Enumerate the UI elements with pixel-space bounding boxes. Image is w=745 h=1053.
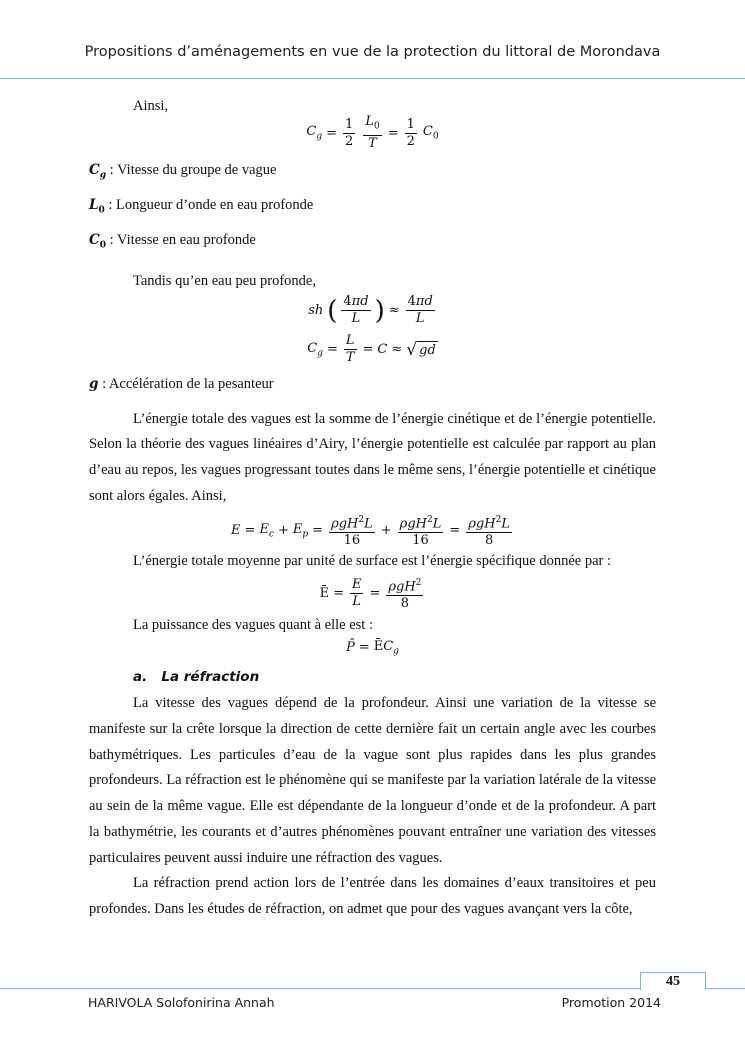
shallow-water-intro: Tandis qu’en eau peu profonde, — [133, 272, 316, 289]
footer-rule — [0, 988, 745, 989]
section-heading-refraction: a. La réfraction — [133, 669, 260, 686]
paragraph-refraction-1: La vitesse des vagues dépend de la profondeur. Ainsi une variation de la vitesse se manifeste sur la crête lorsque la direction de cette dernière fait un certain angle avec les courbes bathymétriques. Les particules d’eau de la vague sont plus rapides dans les plus grandes profondeurs. La réfraction est le phénomène qui se manifeste par la variation latérale de la vitesse au sein de la même vague. Elle est dépendante de la longueur d’onde et de la profondeur. A part la bathymétrie, les courants et d’autres phénomènes pouvant entraîner une variation des vitesses particulaires peuvent aussi induire une réfraction des vagues. — [89, 695, 656, 866]
equation-sh-approximation: sh ( $\frac{4\pi d}{L}$ ) ≈ $\frac{4\pi d}{L}$ — [308, 294, 433, 327]
equation-wave-power: P̄ = $ĒC_g$ — [346, 638, 399, 657]
definition-cg: $C_g$ : Vitesse du groupe de vague — [89, 162, 277, 181]
running-header: Propositions d’aménagements en vue de la protection du littoral de Morondava — [84, 44, 661, 60]
header-rule — [0, 78, 745, 79]
page-body — [89, 96, 656, 923]
definition-l0: $L_0$ : Longueur d’onde en eau profonde — [89, 197, 314, 216]
mean-energy-text: L’énergie totale moyenne par unité de surface est l’énergie spécifique donnée par : — [133, 553, 612, 570]
equation-total-energy: E = $E_c$ + $E_p$ = $\frac{\rho gH^2L}{16}$ + $\frac{\rho gH^2L}{16}$ = $\frac{\rho gH^2L}{8}$ — [89, 509, 656, 551]
definition-c0: $C_0$ : Vitesse en eau profonde — [89, 232, 256, 252]
equation-group-velocity-shallow: $C_g$ = $\frac{L}{T}$ = C ≈ √ gd — [307, 333, 436, 366]
ainsi-text: Ainsi, — [133, 98, 169, 114]
equation-group-velocity-deep: $C_g$ = $\frac{1}{2}$ $\frac{L_0}{T}$ = $\frac{1}{2}$ $C_0$ — [306, 114, 439, 151]
footer-author: HARIVOLA Solofonirina Annah — [88, 995, 275, 1010]
equation-specific-energy: Ē = $\frac{E}{L}$ = $\frac{\rho gH^2}{8}$ — [89, 571, 656, 615]
wave-power-text: La puissance des vagues quant à elle est : — [133, 617, 373, 634]
page-number: 45 — [640, 972, 706, 990]
paragraph-refraction-2: La réfraction prend action lors de l’entrée dans les domaines d’eaux transitoires et peu profondes. Dans les études de réfraction, on admet que pour des vagues avançant vers la côte, — [89, 875, 656, 917]
paragraph-energy: L’énergie totale des vagues est la somme de l’énergie cinétique et de l’énergie potentielle. Selon la théorie des vagues linéaires d’Airy, l’énergie potentielle est calculée par rapport au plan d’eau au repos, les vagues progressant toutes dans le même sens, l’énergie potentielle et cinétique sont alors égales. Ainsi, — [89, 410, 656, 504]
footer-promotion: Promotion 2014 — [561, 995, 661, 1010]
definition-g: g : Accélération de la pesanteur — [89, 375, 274, 392]
